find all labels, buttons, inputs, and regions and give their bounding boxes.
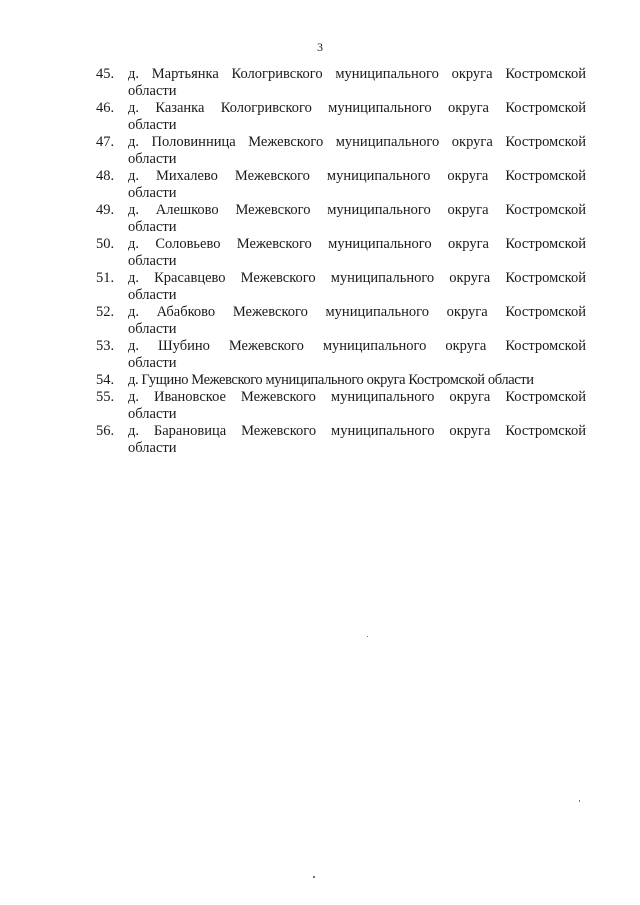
item-text-line: области (128, 151, 177, 167)
item-text-line: области (128, 219, 177, 235)
item-number: 52. (96, 304, 115, 320)
item-text (128, 389, 586, 423)
item-text (128, 100, 586, 134)
item-text-line: д. Барановица Межевского муниципального округа Костромской (128, 423, 586, 439)
item-text-line: д. Шубино Межевского муниципального округа Костромской (128, 338, 586, 354)
list-item (96, 202, 586, 236)
scan-speck (313, 876, 315, 878)
item-text-line: области (128, 117, 177, 133)
item-text-line: д. Ивановское Межевского муниципального округа Костромской (128, 389, 586, 405)
item-number: 56. (96, 423, 115, 439)
item-text-line: д. Казанка Кологривского муниципального округа Костромской (128, 100, 586, 116)
item-text-line: области (128, 440, 177, 456)
list-item (96, 304, 586, 338)
item-text (128, 372, 586, 389)
item-text (128, 202, 586, 236)
item-text-line: д. Гущино Межевского муниципального округа Костромской области (128, 372, 534, 388)
item-text-line: области (128, 355, 177, 371)
item-text-line: д. Алешково Межевского муниципального округа Костромской (128, 202, 586, 218)
item-text (128, 304, 586, 338)
item-text (128, 168, 586, 202)
item-number: 55. (96, 389, 115, 405)
list-item (96, 66, 586, 100)
item-text-line: д. Половинница Межевского муниципального округа Костромской (128, 134, 586, 150)
item-number: 48. (96, 168, 115, 184)
page-number: 3 (317, 40, 323, 54)
item-text-line: области (128, 253, 177, 269)
list-item (96, 338, 586, 372)
item-text (128, 423, 586, 457)
list-item (96, 389, 586, 423)
item-text-line: д. Абабково Межевского муниципального округа Костромской (128, 304, 586, 320)
item-number: 47. (96, 134, 115, 150)
list-item (96, 168, 586, 202)
item-text-line: области (128, 185, 177, 201)
item-number: 46. (96, 100, 115, 116)
item-text (128, 134, 586, 168)
item-text (128, 236, 586, 270)
item-text-line: д. Михалево Межевского муниципального округа Костромской (128, 168, 586, 184)
item-text-line: области (128, 321, 177, 337)
list-item (96, 236, 586, 270)
item-text (128, 338, 586, 372)
item-number: 53. (96, 338, 115, 354)
list-item (96, 423, 586, 457)
item-text-line: д. Красавцево Межевского муниципального округа Костромской (128, 270, 586, 286)
item-text (128, 270, 586, 304)
item-number: 45. (96, 66, 115, 82)
list-item (96, 100, 586, 134)
scan-speck (579, 800, 580, 802)
settlement-list (96, 66, 586, 457)
item-text (128, 66, 586, 100)
item-text-line: д. Мартьянка Кологривского муниципального округа Костромской (128, 66, 586, 82)
item-number: 49. (96, 202, 115, 218)
item-number: 54. (96, 372, 115, 388)
item-number: 51. (96, 270, 115, 286)
list-item (96, 372, 586, 389)
item-text-line: области (128, 406, 177, 422)
item-number: 50. (96, 236, 115, 252)
item-text-line: области (128, 83, 177, 99)
item-text-line: д. Соловьево Межевского муниципального округа Костромской (128, 236, 586, 252)
list-item (96, 134, 586, 168)
item-text-line: области (128, 287, 177, 303)
scan-speck (367, 636, 368, 637)
list-item (96, 270, 586, 304)
